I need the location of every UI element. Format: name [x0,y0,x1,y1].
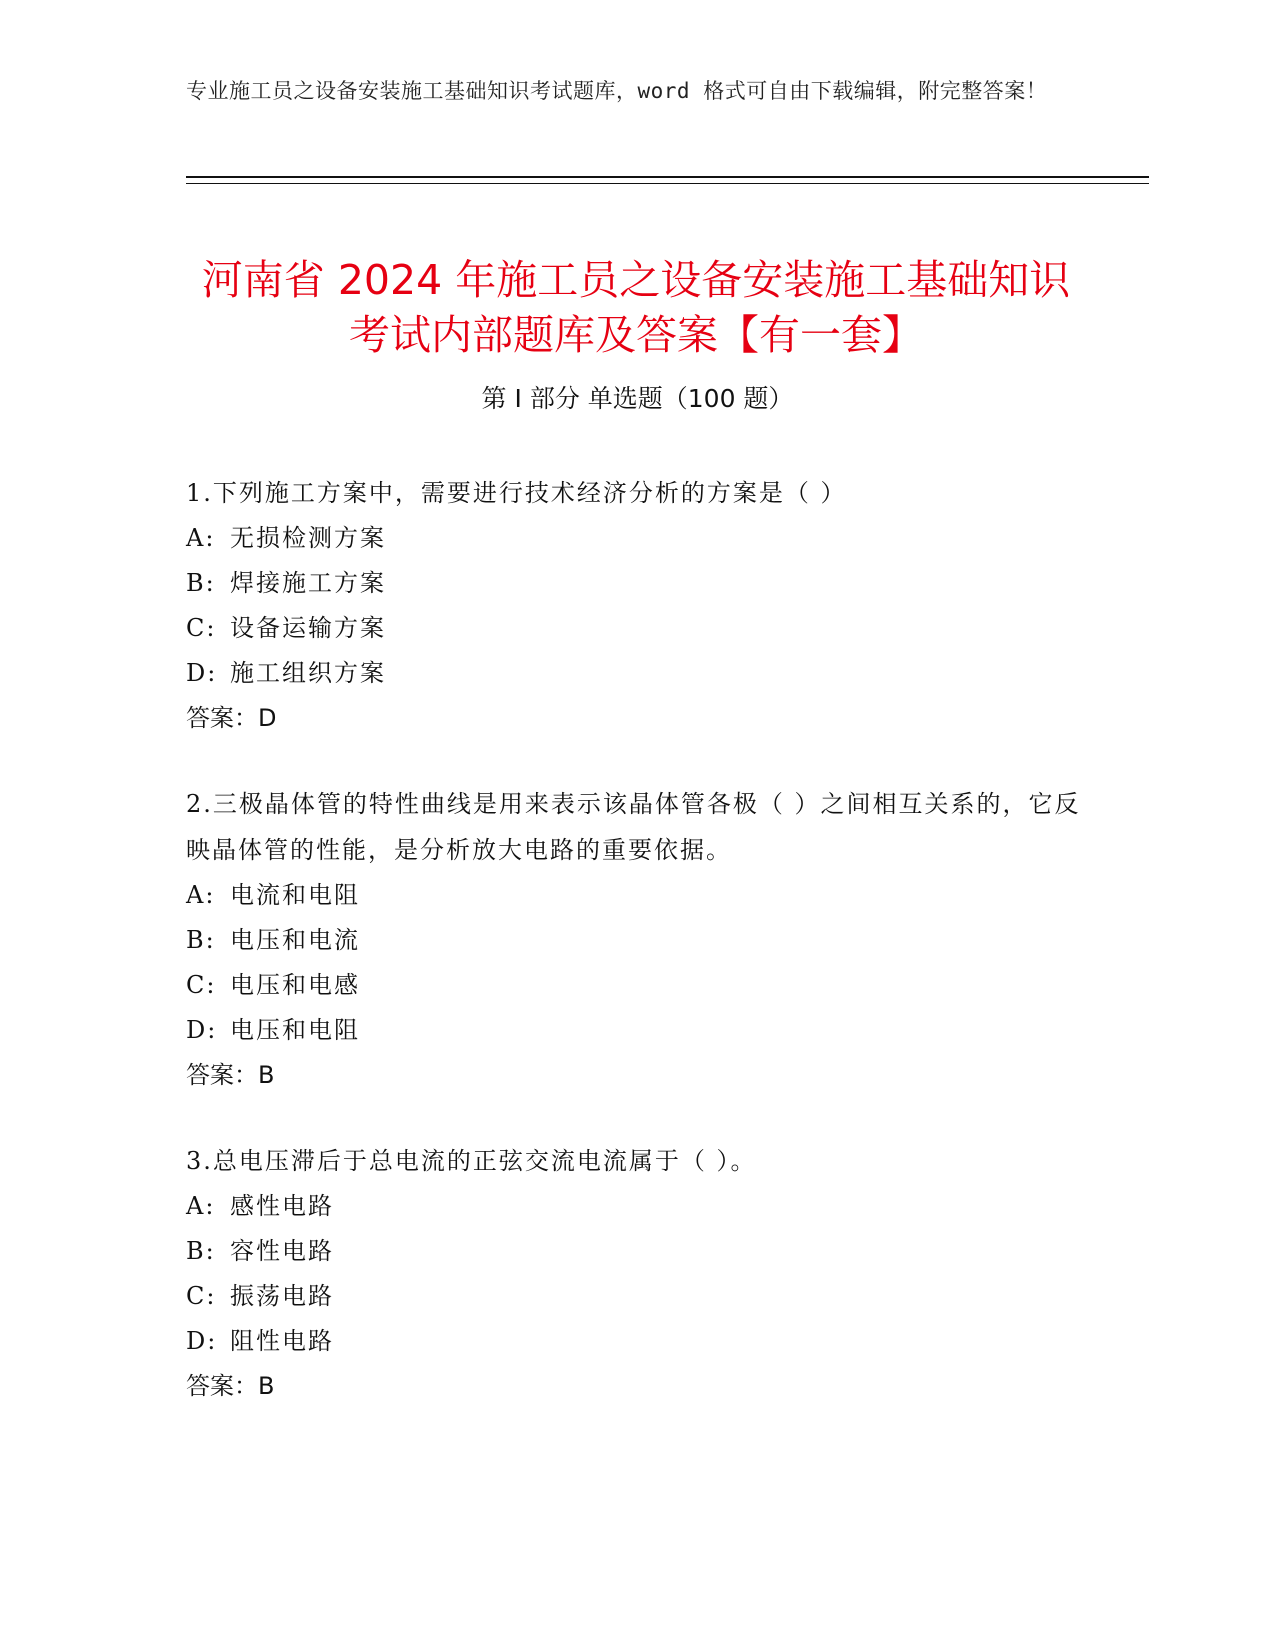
question-1 [186,470,1086,741]
option-text: 焊接施工方案 [230,569,386,597]
option-a [186,516,1086,561]
option-a [186,1184,1086,1229]
header-divider-thick [186,176,1149,178]
answer: 答案：B [186,1372,275,1400]
option-text: 电压和电感 [230,971,360,999]
option-key: A: [186,881,216,909]
question-stem: 1.下列施工方案中，需要进行技术经济分析的方案是（ ） [186,479,847,507]
section-title: 第 I 部分 单选题（100 题） [481,384,794,413]
option-text: 感性电路 [230,1192,334,1220]
option-b [186,561,1086,606]
option-key: A: [186,524,216,552]
option-a [186,873,1086,918]
option-key: D: [186,659,218,687]
option-text: 电压和电流 [230,926,360,954]
header-note: 专业施工员之设备安装施工基础知识考试题库，word 格式可自由下载编辑，附完整答案！ [186,79,1048,103]
question-stem: 2.三极晶体管的特性曲线是用来表示该晶体管各极（ ）之间相互关系的，它反映晶体管的性能，是分析放大电路的重要依据。 [186,790,1081,864]
option-text: 振荡电路 [230,1282,334,1310]
option-key: D: [186,1327,218,1355]
option-d [186,651,1086,696]
option-b [186,918,1086,963]
question-stem: 3.总电压滞后于总电流的正弦交流电流属于（ ）。 [186,1147,757,1175]
option-text: 电压和电阻 [230,1016,360,1044]
option-b [186,1229,1086,1274]
option-key: C: [186,1282,217,1310]
question-2 [186,781,1086,1098]
answer: 答案：B [186,1061,275,1089]
option-text: 阻性电路 [230,1327,334,1355]
option-text: 施工组织方案 [230,659,386,687]
option-text: 容性电路 [230,1237,334,1265]
header-divider-thin [186,183,1149,184]
document-title: 河南省 2024 年施工员之设备安装施工基础知识考试内部题库及答案【有一套】 [201,256,1071,360]
option-c [186,1274,1086,1319]
option-c [186,606,1086,651]
option-text: 电流和电阻 [230,881,360,909]
option-key: C: [186,614,217,642]
option-c [186,963,1086,1008]
question-3 [186,1138,1086,1409]
option-d [186,1319,1086,1364]
question-list [186,470,1086,1449]
option-d [186,1008,1086,1053]
option-key: B: [186,1237,216,1265]
option-key: C: [186,971,217,999]
answer: 答案：D [186,704,277,732]
option-key: B: [186,569,216,597]
option-text: 设备运输方案 [230,614,386,642]
option-key: A: [186,1192,216,1220]
option-text: 无损检测方案 [230,524,386,552]
option-key: D: [186,1016,218,1044]
option-key: B: [186,926,216,954]
